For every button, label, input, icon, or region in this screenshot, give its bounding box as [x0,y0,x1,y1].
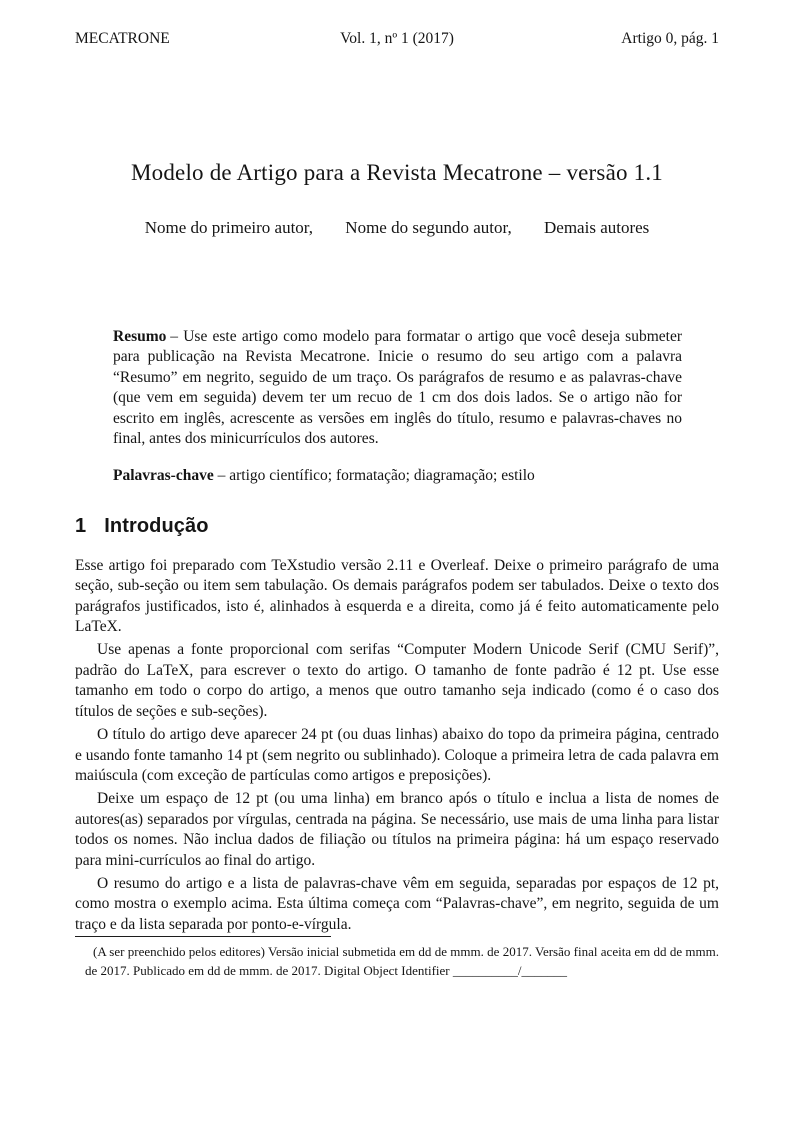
section-heading-introducao [75,513,719,540]
section-number: 1 [75,514,87,537]
abstract-label: Resumo [113,328,167,345]
body-paragraph: Esse artigo foi preparado com TeXstudio versão 2.11 e Overleaf. Deixe o primeiro parágrafo de uma seção, sub-seção ou item sem tabulação. Os demais parágrafos podem ser tabulados. Deixe o texto dos parágrafos justificados, isto é, alinhados à esquerda e a direita, como já é feito automaticamente pelo LaTeX. [75,556,719,636]
abstract-text: – Use este artigo como modelo para formatar o artigo que você deseja submeter para publicação na Revista Mecatrone. Inicie o resumo do seu artigo com a palavra “Resumo” em negrito, seguido de um traço. Os parágrafos de resumo e as palavras-chave (que vem em seguida) devem ter um recuo de 1 cm dos dois lados. Se o artigo não for escrito em inglês, acrescente as versões em inglês do título, resumo e palavras-chaves no final, antes dos minicurrículos dos autores. [113,328,682,448]
editor-footnote [75,936,719,980]
header-article-page: Artigo 0, pág. 1 [621,30,720,47]
body-paragraph: O resumo do artigo e a lista de palavras-chave vêm em seguida, separadas por espaços de 12 pt, como mostra o exemplo acima. Esta última começa com “Palavras-chave”, em negrito, seguida de um traço e da lista separada por ponto-e-vírgula. [75,874,719,933]
section-title: Introdução [104,514,209,537]
abstract-paragraph [113,327,682,449]
header-journal-name: MECATRONE [75,30,170,47]
author-others: Demais autores [544,218,650,237]
author-second: Nome do segundo autor, [345,218,512,237]
header-volume-issue: Vol. 1, nº 1 (2017) [340,30,454,47]
keywords-label: Palavras-chave [113,467,214,485]
running-header [75,30,719,48]
keywords-text: – artigo científico; formatação; diagramação; estilo [217,467,535,485]
footnote-rule [75,936,331,937]
authors-line [75,217,719,239]
footnote-text: (A ser preenchido pelos editores) Versão inicial submetida em dd de mmm. de 2017. Versão final aceita em dd de mmm. de 2017. Publicado em dd de mmm. de 2017. Digital Object Identifier __________/_______ [85,944,719,978]
body-paragraph: Deixe um espaço de 12 pt (ou uma linha) em branco após o título e inclua a lista de nomes de autores(as) separados por vírgulas, centrada na página. Se necessário, use mais de uma linha para listar todos os nomes. Não inclua dados de filiação ou títulos na primeira página: há um espaço reservado para mini-currículos ao final do artigo. [75,790,719,869]
body-paragraph: Use apenas a fonte proporcional com serifas “Computer Modern Unicode Serif (CMU Serif)”, padrão do LaTeX, para escrever o texto do artigo. O tamanho de fonte padrão é 12 pt. Use esse tamanho em todo o corpo do artigo, a menos que outro tamanho seja indicado (como é o caso dos títulos de seções e sub-seções). [75,641,719,720]
keywords-paragraph [113,466,682,486]
author-first: Nome do primeiro autor, [144,218,314,237]
page-content [75,30,719,935]
body-paragraph: O título do artigo deve aparecer 24 pt (ou duas linhas) abaixo do topo da primeira página, centrado e usando fonte tamanho 14 pt (sem negrito ou sublinhado). Coloque a primeira letra de cada palavra em maiúscula (com exceção de partículas como artigos e preposições). [75,726,719,784]
article-title: Modelo de Artigo para a Revista Mecatrone – versão 1.1 [131,160,663,185]
